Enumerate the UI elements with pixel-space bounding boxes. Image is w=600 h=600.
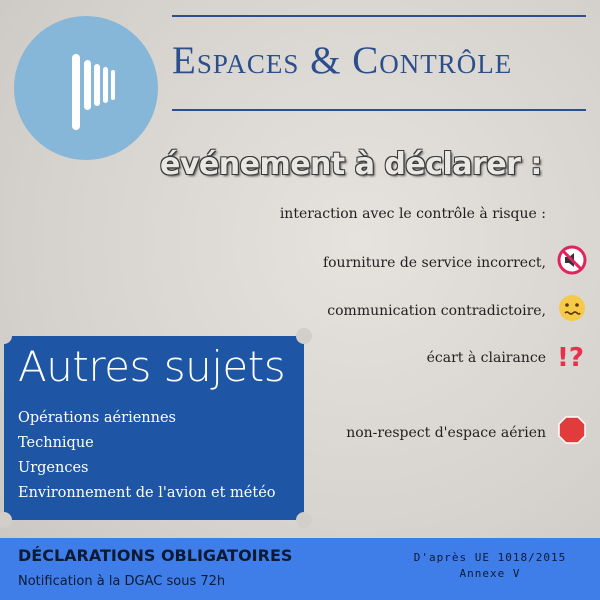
panel-title: Autres sujets xyxy=(18,342,286,391)
title-rule-bottom xyxy=(172,109,586,111)
event-item-clearance: écart à clairance xyxy=(426,350,546,366)
no-sound-icon xyxy=(557,245,587,275)
regulation-reference xyxy=(410,550,570,582)
event-intro: interaction avec le contrôle à risque : xyxy=(279,206,546,222)
footer-banner xyxy=(0,538,600,600)
event-item-airspace: non-respect d'espace aérien xyxy=(346,425,546,441)
event-item-communication: communication contradictoire, xyxy=(327,303,546,319)
panel-item-environment: Environnement de l'avion et météo xyxy=(18,485,276,501)
page-title: Espaces & Contrôle xyxy=(172,39,513,82)
footer-title: DÉCLARATIONS OBLIGATOIRES xyxy=(18,546,293,565)
event-item-service: fourniture de service incorrect, xyxy=(322,255,546,271)
title-rule-top xyxy=(172,15,586,17)
confused-face-icon xyxy=(557,293,587,323)
signal-flag-icon xyxy=(14,16,158,160)
annex-line: Annexe V xyxy=(459,567,521,580)
regulation-line: D'après UE 1018/2015 xyxy=(413,551,567,564)
exclamation-question-icon xyxy=(556,340,586,370)
footer-subtitle: Notification à la DGAC sous 72h xyxy=(18,574,226,589)
panel-item-technique: Technique xyxy=(18,435,94,451)
other-topics-panel xyxy=(4,336,304,520)
panel-item-urgences: Urgences xyxy=(18,460,89,476)
panel-item-operations: Opérations aériennes xyxy=(18,410,176,426)
stop-sign-icon xyxy=(557,415,587,445)
section-heading: événement à déclarer : xyxy=(160,147,542,182)
logo xyxy=(14,16,158,160)
svg-text:!?: !? xyxy=(557,343,584,370)
